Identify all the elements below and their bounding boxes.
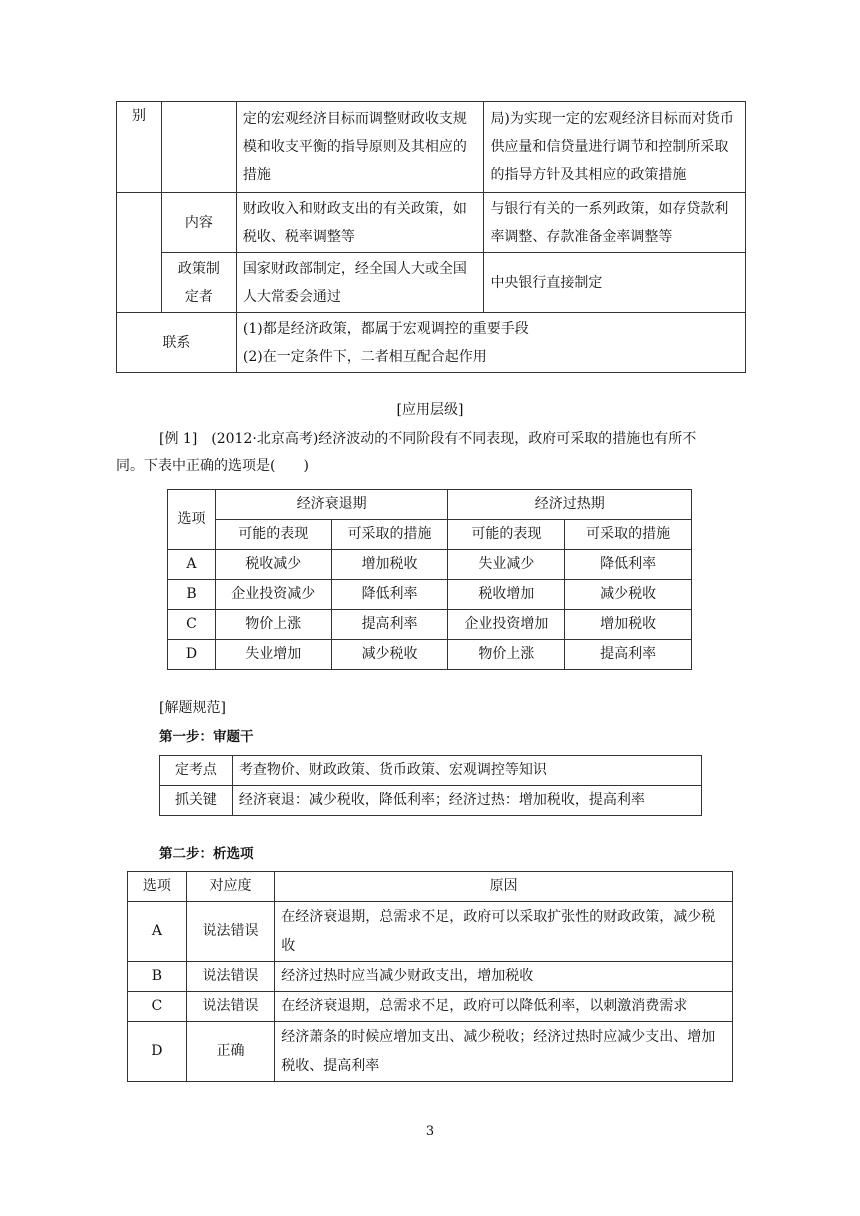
table-cell: C <box>128 992 187 1022</box>
table-row <box>168 490 692 520</box>
table-cell: 物价上涨 <box>448 640 565 670</box>
table-cell: 政策制定者 <box>161 253 236 313</box>
table-row <box>128 902 733 962</box>
table-cell: D <box>128 1022 187 1082</box>
table-cell: 经济萧条的时候应增加支出、减少税收；经济过热时应减少支出、增加税收、提高利率 <box>275 1022 733 1082</box>
table-cell: 财政收入和财政支出的有关政策，如税收、税率调整等 <box>236 193 484 253</box>
relation-line-1: (1)都是经济政策，都属于宏观调控的重要手段 <box>242 320 529 337</box>
table-cell <box>161 102 236 193</box>
table-row <box>160 756 702 786</box>
table-cell: 物价上涨 <box>215 610 331 640</box>
step1-label: 第一步：审题干 <box>159 729 254 745</box>
table-header: 可能的表现 <box>448 520 565 550</box>
table-row <box>117 102 746 193</box>
table-cell: 企业投资增加 <box>448 610 565 640</box>
table-header: 原因 <box>275 872 733 902</box>
table-cell: A <box>168 550 216 580</box>
table-row <box>168 550 692 580</box>
comparison-table <box>116 101 746 373</box>
table-cell: 降低利率 <box>331 580 448 610</box>
table-header: 选项 <box>128 872 187 902</box>
table-cell: 经济衰退：减少税收，降低利率；经济过热：增加税收，提高利率 <box>232 786 701 816</box>
table-cell: 说法错误 <box>186 962 275 992</box>
table-cell: 别 <box>117 102 162 193</box>
table-cell: 说法错误 <box>186 992 275 1022</box>
options-table <box>167 489 692 670</box>
table-row <box>117 313 746 373</box>
table-cell: 税收减少 <box>215 550 331 580</box>
table-cell: 国家财政部制定，经全国人大或全国人大常委会通过 <box>236 253 484 313</box>
page-number: 3 <box>425 1124 435 1139</box>
table-cell: 说法错误 <box>186 902 275 962</box>
table-cell: 减少税收 <box>331 640 448 670</box>
table-row <box>128 962 733 992</box>
table-header: 可能的表现 <box>215 520 331 550</box>
example-line-1: [例 1] (2012·北京高考)经济波动的不同阶段有不同表现，政府可采取的措施也有所不 <box>159 431 697 447</box>
table-row <box>128 1022 733 1082</box>
table-cell: B <box>168 580 216 610</box>
table-cell: 提高利率 <box>565 640 692 670</box>
table-cell: 提高利率 <box>331 610 448 640</box>
table-cell: 联系 <box>117 313 237 373</box>
table-cell <box>117 193 162 253</box>
table-cell: A <box>128 902 187 962</box>
table-cell: 在经济衰退期，总需求不足，政府可以降低利率，以刺激消费需求 <box>275 992 733 1022</box>
table-cell <box>236 313 745 373</box>
table-row <box>168 640 692 670</box>
analysis-table <box>127 871 733 1082</box>
key-points-table <box>159 755 702 816</box>
section-title: [应用层级] <box>396 402 464 418</box>
table-cell: 税收增加 <box>448 580 565 610</box>
solution-label: [解题规范] <box>159 700 226 716</box>
table-cell: 减少税收 <box>565 580 692 610</box>
relation-line-2: (2)在一定条件下，二者相互配合起作用 <box>242 348 487 365</box>
table-row <box>168 610 692 640</box>
table-header: 经济过热期 <box>448 490 692 520</box>
table-header: 可采取的措施 <box>565 520 692 550</box>
example-line-2: 同。下表中正确的选项是( ) <box>116 458 309 474</box>
table-cell: D <box>168 640 216 670</box>
table-cell: 内容 <box>161 193 236 253</box>
table-cell: 定考点 <box>160 756 233 786</box>
step2-label: 第二步：析选项 <box>159 846 254 862</box>
table-cell: 定的宏观经济目标而调整财政收支规模和收支平衡的指导原则及其相应的措施 <box>236 102 484 193</box>
table-row <box>128 992 733 1022</box>
table-cell: 抓关键 <box>160 786 233 816</box>
table-cell: 降低利率 <box>565 550 692 580</box>
table-header: 对应度 <box>186 872 275 902</box>
table-cell: B <box>128 962 187 992</box>
table-row <box>128 872 733 902</box>
table-row <box>117 253 746 313</box>
table-cell: C <box>168 610 216 640</box>
table-cell: 中央银行直接制定 <box>484 253 746 313</box>
table-cell: 失业减少 <box>448 550 565 580</box>
table-row <box>168 520 692 550</box>
table-cell: 企业投资减少 <box>215 580 331 610</box>
table-cell: 增加税收 <box>565 610 692 640</box>
table-cell <box>117 253 162 313</box>
table-cell: 考查物价、财政政策、货币政策、宏观调控等知识 <box>232 756 701 786</box>
table-row <box>168 580 692 610</box>
table-row <box>117 193 746 253</box>
table-cell: 正确 <box>186 1022 275 1082</box>
table-cell: 经济过热时应当减少财政支出，增加税收 <box>275 962 733 992</box>
table-cell: 局)为实现一定的宏观经济目标而对货币供应量和信贷量进行调节和控制所采取的指导方针及其相应的政策措施 <box>484 102 746 193</box>
table-header: 经济衰退期 <box>215 490 448 520</box>
table-cell: 增加税收 <box>331 550 448 580</box>
table-cell: 与银行有关的一系列政策，如存贷款利率调整、存款准备金率调整等 <box>484 193 746 253</box>
table-header: 选项 <box>168 490 216 550</box>
table-cell: 在经济衰退期，总需求不足，政府可以采取扩张性的财政政策，减少税收 <box>275 902 733 962</box>
table-header: 可采取的措施 <box>331 520 448 550</box>
table-cell: 失业增加 <box>215 640 331 670</box>
table-row <box>160 786 702 816</box>
